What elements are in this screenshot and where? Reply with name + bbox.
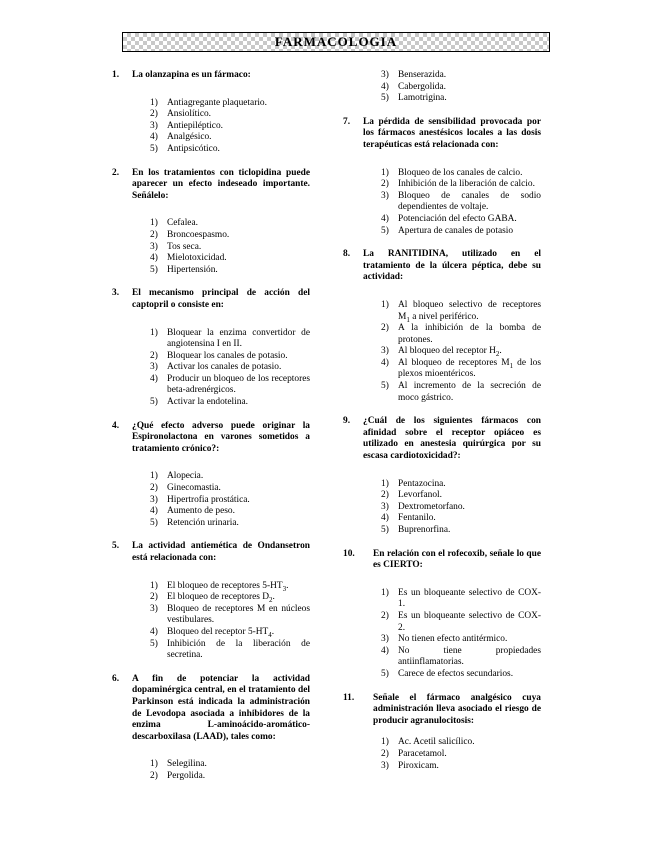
option: 1) El bloqueo de receptores $5-HT_3$. (150, 580, 289, 593)
options-6-cont (343, 70, 541, 105)
options-5 (112, 581, 310, 662)
option: 3) Dextrometorfano. (381, 501, 465, 512)
option: 1) Bloqueo de los canales de calcio. (381, 167, 523, 178)
question-9: 9. ¿Cuál de los siguientes fármacos con afinidad sobre el receptor opiáceo es utilizado en anestesia quirúrgica por su escasa cardiotoxicidad?: (343, 416, 541, 462)
option: 5) Carece de efectos secundarios. (381, 668, 514, 679)
question-2: 2. En los tratamientos con ticlopidina puede aparecer un efecto indeseado importante. Señálelo: (112, 167, 310, 201)
option: 4) Bloqueo del receptor $5-HT_4$. (150, 626, 275, 639)
option: 1) Ac. Acetil salicílico. (381, 737, 475, 748)
right-column (343, 70, 541, 784)
options-7 (343, 168, 541, 238)
option: 4) Analgésico. (150, 132, 212, 143)
option: 1) Antiagregante plaquetario. (150, 97, 267, 108)
option: 3) Antiepiléptico. (150, 120, 223, 131)
options-4 (112, 471, 310, 529)
option: 2) Ansiolítico. (150, 109, 212, 120)
question-4: 4. ¿Qué efecto adverso puede originar la Espironolactona en varones sometidos a tratamiento crónico?: (112, 420, 310, 454)
option: 1) Alopecia. (150, 471, 204, 482)
option: 2) A la inhibición de la bomba de protones. (381, 323, 541, 345)
question-1: 1. La olanzapina es un fármaco: (112, 70, 251, 80)
option: 4) Fentanilo. (381, 513, 436, 524)
option: 2) Bloquear los canales de potasio. (150, 350, 288, 361)
option: 4) Cabergolida. (381, 81, 446, 92)
option: 2) Inhibición de la liberación de calcio. (381, 179, 535, 190)
option: 1) Es un bloqueante selectivo de COX-1. (381, 587, 541, 610)
option: 5) Hipertensión. (150, 264, 218, 275)
options-9 (343, 479, 541, 537)
question-3: 3. El mecanismo principal de acción del captopril o consiste en: (112, 288, 310, 310)
question-11: 11. Señale el fármaco analgésico cuya administración lleva asociado el riesgo de producir agranulocitosis: (343, 692, 541, 726)
option: 3) Tos seca. (150, 241, 202, 252)
option: 4) No tiene propiedades antiinflamatorias. (381, 645, 541, 668)
option: 4) Aumento de peso. (150, 506, 235, 517)
option: 1) Selegilina. (150, 759, 207, 770)
options-1 (112, 98, 310, 156)
question-7: 7. La pérdida de sensibilidad provocada por los fármacos anestésicos locales a las dosis terapéuticas está relacionada con: (343, 116, 541, 150)
options-10 (343, 588, 541, 681)
option: 1) Pentazocina. (381, 478, 446, 489)
option: 3) Bloqueo de canales de sodio dependientes de voltaje. (381, 190, 541, 213)
option: 5) Al incremento de la secreción de moco gástrico. (381, 381, 541, 403)
option: 3) Benserazida. (381, 70, 447, 80)
options-8 (343, 300, 541, 404)
options-11 (343, 737, 541, 772)
option: 2) El bloqueo de receptores $D_2$. (150, 592, 275, 605)
option: 4) Potenciación del efecto GABA. (381, 213, 517, 224)
option: 2) Levorfanol. (381, 490, 442, 501)
option: 2) Pergolida. (150, 770, 206, 781)
option: 4) Mielotoxicidad. (150, 253, 227, 264)
option: 1) Al bloqueo selectivo de receptores $M_1$ a nivel periférico. (381, 299, 541, 324)
options-2 (112, 218, 310, 276)
option: 3) Piroxicam. (381, 760, 439, 771)
option: 1) Cefalea. (150, 218, 198, 229)
option: 5) Activar la endotelina. (150, 397, 248, 408)
options-3 (112, 328, 310, 409)
option: 4) Producir un bloqueo de los receptores beta-adrenérgicos. (150, 373, 310, 396)
question-10: 10. En relación con el rofecoxib, señale lo que es CIERTO: (343, 548, 541, 571)
left-column (112, 70, 310, 795)
question-6: 6. A fin de potenciar la actividad dopaminérgica central, en el tratamiento del Parkinson está indicada la administración de Levodopa asociada a inhibidores de la enzima L-aminoácido-aromático-descarboxilasa (LAAD), tales como: (112, 673, 310, 742)
option: 3) No tienen efecto antitérmico. (381, 634, 508, 645)
option: 5) Lamotrigina. (381, 93, 447, 104)
option: 2) Broncoespasmo. (150, 229, 230, 240)
option: 2) Ginecomastia. (150, 483, 221, 494)
option: 5) Buprenorfina. (381, 525, 451, 535)
option: 5) Apertura de canales de potasio (381, 225, 514, 236)
options-6 (112, 759, 310, 782)
page-title: FARMACOLOGIA (122, 32, 550, 52)
option: 3) Activar los canales de potasio. (150, 362, 282, 373)
option: 5) Inhibición de la liberación de secretina. (150, 638, 310, 661)
option: 3) Hipertrofia prostática. (150, 494, 250, 505)
question-5: 5. La actividad antiemética de Ondansetron está relacionada con: (112, 541, 310, 563)
option: 2) Paracetamol. (381, 748, 447, 759)
question-8: 8. La RANITIDINA, utilizado en el tratamiento de la úlcera péptica, debe su actividad: (343, 249, 541, 283)
option: 3) Al bloqueo del receptor $H_2$. (381, 346, 502, 359)
option: 5) Antipsicótico. (150, 143, 220, 154)
option: 4) Al bloqueo de receptores $M_1$ de los plexos mioentéricos. (381, 357, 542, 380)
option: 1) Bloquear la enzima convertidor de angiotensina I en II. (150, 327, 310, 350)
option: 3) Bloqueo de receptores M en núcleos vestibulares. (150, 603, 310, 626)
option: 5) Retención urinaria. (150, 517, 239, 528)
option: 2) Es un bloqueante selectivo de COX-2. (381, 610, 541, 633)
